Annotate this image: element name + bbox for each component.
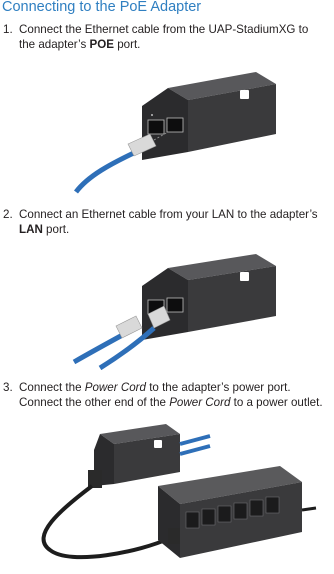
ubiquiti-logo-icon bbox=[154, 440, 162, 448]
step-2-illustration bbox=[70, 250, 280, 370]
step-text: Connect the Ethernet cable from the UAP-StadiumXG to the adapter’s POE port. bbox=[19, 23, 309, 51]
poe-port bbox=[167, 298, 183, 312]
step-number: 3. bbox=[3, 381, 13, 394]
step-3-illustration bbox=[30, 420, 320, 572]
poe-port bbox=[167, 118, 183, 132]
step-number: 1. bbox=[3, 23, 13, 36]
page-title: Connecting to the PoE Adapter bbox=[2, 0, 202, 15]
lan-port bbox=[148, 120, 164, 134]
step-text: Connect the Power Cord to the adapter’s power port. Connect the other end of the Power Cord to a power outlet. bbox=[19, 381, 323, 409]
lan-port-label: LAN bbox=[19, 223, 43, 236]
power-cord bbox=[44, 486, 170, 557]
power-plug-icon bbox=[168, 528, 180, 544]
ethernet-cable bbox=[76, 150, 140, 192]
step-1-illustration bbox=[70, 64, 280, 194]
step-text: Connect an Ethernet cable from your LAN to the adapter’s LAN port. bbox=[19, 208, 318, 236]
step-number: 2. bbox=[3, 208, 13, 221]
poe-port-label: POE bbox=[89, 38, 114, 51]
ubiquiti-logo-icon bbox=[240, 272, 249, 281]
ubiquiti-logo-icon bbox=[240, 90, 249, 99]
